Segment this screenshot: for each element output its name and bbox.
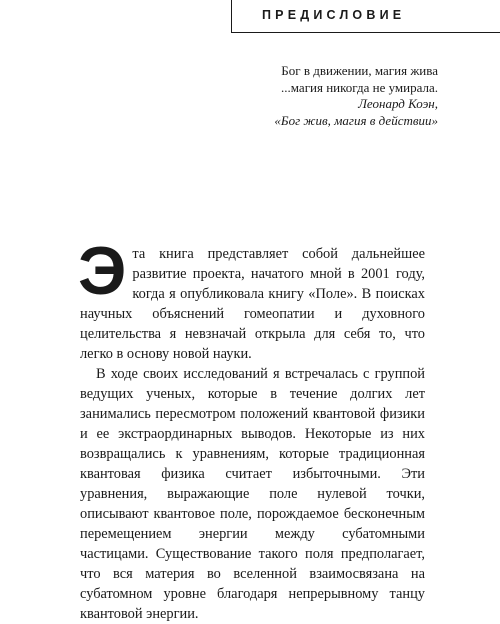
paragraph-1 bbox=[78, 233, 425, 364]
epigraph bbox=[118, 63, 438, 129]
epigraph-author: Леонард Коэн, bbox=[358, 96, 438, 111]
chapter-body bbox=[78, 233, 425, 624]
paragraph-2: В ходе своих исследований я встречалась с группой ведущих ученых, которые в течение долгих лет занимались пересмотром положений квантовой физики и ее экстраординарных выводов. Некоторые из них возвращались к уравнениям, которые традиционная квантовая физика считает избыточными. Эти уравнения, выражающие поле нулевой точки, описывают квантовое поле, порождаемое бесконечным перемещением энергии между субатомными частицами. Существование такого поля предполагает, что вся материя во вселенной взаимосвязана на субатомном уровне благодаря непрерывному танцу квантовой энергии. bbox=[80, 366, 425, 622]
epigraph-source: «Бог жив, магия в действии» bbox=[274, 112, 438, 128]
epigraph-line-1: Бог в движении, магия жива bbox=[281, 63, 438, 78]
drop-cap: Э bbox=[78, 233, 127, 309]
running-header-title: ПРЕДИСЛОВИЕ bbox=[262, 8, 406, 22]
paragraph-1-text: та книга представляет собой дальнейшее развитие проекта, начатого мной в 2001 году, когда я опубликовала книгу «Поле». В поисках научных объяснений гомеопатии и духовного целительства я невзначай открыла для себя то, что легко в основу новой науки. bbox=[80, 246, 425, 362]
epigraph-line-2: ...магия никогда не умирала. bbox=[281, 79, 438, 95]
